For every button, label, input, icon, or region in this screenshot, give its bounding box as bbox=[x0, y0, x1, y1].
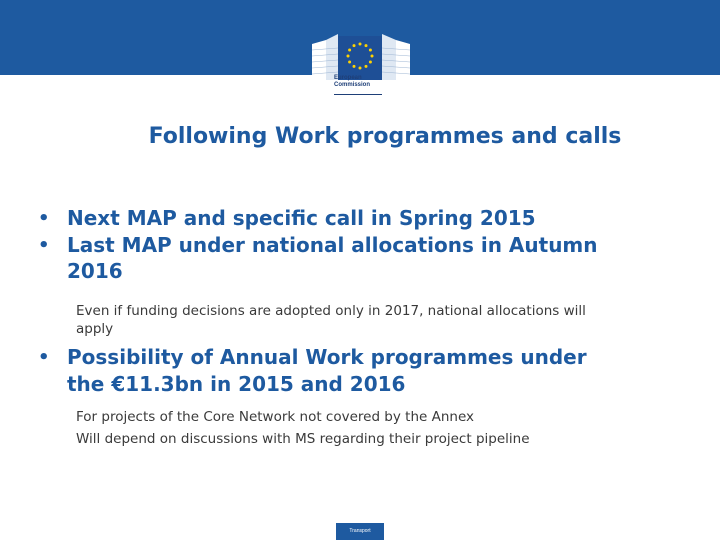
sub-funding-line2: apply bbox=[76, 321, 114, 337]
bullet-dot-icon: • bbox=[38, 347, 50, 368]
sub-funding-line1: Even if funding decisions are adopted only in 2017, national allocations will bbox=[76, 303, 586, 319]
sub-core-network: For projects of the Core Network not covered by the Annex bbox=[76, 409, 475, 425]
slide-title: Following Work programmes and calls bbox=[148, 124, 622, 149]
logo-text: European Commission bbox=[334, 75, 371, 88]
sub-project-pipeline: Will depend on discussions with MS regarding their project pipeline bbox=[76, 431, 530, 447]
bullet-dot-icon: • bbox=[38, 235, 50, 256]
logo-underline bbox=[334, 94, 382, 95]
bullet-dot-icon: • bbox=[38, 208, 50, 229]
footer-transport-badge: Transport bbox=[336, 523, 384, 540]
